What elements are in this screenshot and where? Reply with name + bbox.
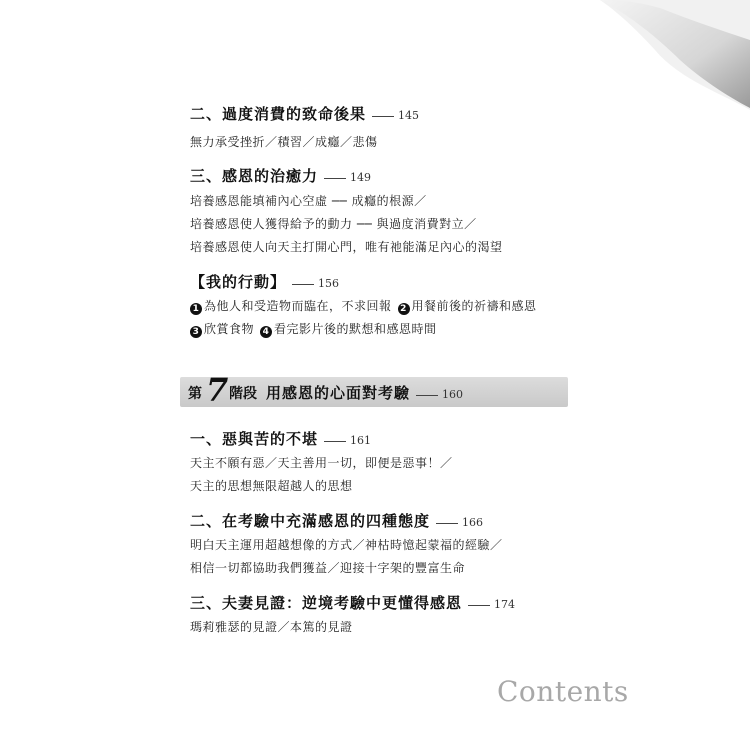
number-badge-icon: 3	[190, 326, 202, 338]
section-subtopics: 明白天主運用超越想像的方式／神枯時憶起蒙福的經驗／	[190, 538, 503, 552]
section-subtopics: 培養感恩能填補內心空虛 ── 成癮的根源／	[190, 194, 427, 208]
page-number: 149	[324, 171, 371, 184]
number-badge-icon: 2	[398, 303, 410, 315]
action-heading	[190, 271, 339, 292]
section-title: 二、過度消費的致命後果	[190, 105, 367, 123]
section-title: 一、惡與苦的不堪	[190, 430, 319, 448]
section-title: 三、夫妻見證：逆境考驗中更懂得感恩	[190, 594, 463, 612]
section-title: 二、在考驗中充滿感恩的四種態度	[190, 512, 431, 530]
action-item: 看完影片後的默想和感恩時間	[274, 322, 437, 336]
page-number: 161	[324, 434, 371, 447]
action-items-row	[190, 297, 537, 315]
section-subtopics: 瑪莉雅瑟的見證／本篤的見證	[190, 620, 353, 634]
action-item: 欣賞食物	[204, 322, 255, 336]
contents-footer-label: Contents	[497, 675, 629, 708]
number-badge-icon: 1	[190, 303, 202, 315]
number-badge-icon: 4	[260, 326, 272, 338]
action-item: 為他人和受造物而臨在，不求回報	[204, 299, 392, 313]
action-title: 【我的行動】	[190, 273, 287, 291]
action-items-row	[190, 320, 437, 338]
stage-heading	[266, 382, 463, 403]
stage-title: 用感恩的心面對考驗	[266, 384, 411, 402]
page-number: 166	[436, 516, 483, 529]
section-subtopics: 天主的思想無限超越人的思想	[190, 479, 353, 493]
page-number: 156	[292, 277, 339, 290]
section-heading	[190, 428, 371, 449]
section-heading	[190, 510, 483, 531]
page-curl-graphic	[600, 0, 750, 110]
section-subtopics: 相信一切都協助我們獲益／迎接十字架的豐富生命	[190, 561, 466, 575]
section-subtopics: 天主不願有惡／天主善用一切，即便是惡事！／	[190, 456, 453, 470]
section-heading	[190, 103, 419, 124]
stage-suffix: 階段	[229, 386, 257, 402]
stage-number: 7	[206, 371, 229, 409]
section-subtopics: 培養感恩使人向天主打開心門，唯有祂能滿足內心的渴望	[190, 240, 503, 254]
page-number: 174	[468, 598, 515, 611]
page-number: 160	[416, 388, 463, 401]
stage-prefix: 第	[188, 386, 202, 402]
page-number: 145	[372, 109, 419, 122]
section-title: 三、感恩的治癒力	[190, 167, 319, 185]
action-item: 用餐前後的祈禱和感恩	[411, 299, 537, 313]
section-subtopics: 培養感恩使人獲得給予的動力 ── 與過度消費對立／	[190, 217, 477, 231]
section-heading	[190, 592, 515, 613]
section-subtopics: 無力承受挫折／積習／成癮／悲傷	[190, 135, 378, 149]
section-heading	[190, 165, 371, 186]
